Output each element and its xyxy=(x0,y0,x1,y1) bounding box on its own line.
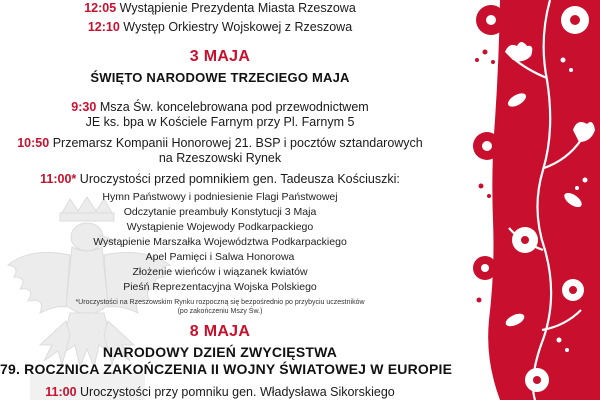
program-item-1100 xyxy=(0,172,440,187)
item-time: 11:00* xyxy=(40,172,77,186)
program-subitem: Odczytanie preambuły Konstytucji 3 Maja xyxy=(123,206,317,218)
item-text: Uroczystości przed pomnikiem gen. Tadeusza Kościuszki: xyxy=(79,172,400,186)
day-heading-8-maja: 8 MAJA xyxy=(189,323,251,340)
program-subitem: Wystąpienie Wojewody Podkarpackiego xyxy=(126,221,314,233)
item-time: 9:30 xyxy=(71,100,97,114)
program-subitem: Apel Pamięci i Salwa Honorowa xyxy=(145,251,295,263)
program-item-1205 xyxy=(0,1,440,16)
program-item-0930-cont: JE ks. bpa w Kościele Farnym przy Pl. Farnym 5 xyxy=(85,115,355,129)
program-subitem: Wystąpienie Marszałka Województwa Podkarpackiego xyxy=(93,236,347,248)
program-subitem: Hymn Państwowy i podniesienie Flagi Państwowej xyxy=(102,191,338,203)
day-subtitle-8-maja: 79. ROCZNICA ZAKOŃCZENIA II WOJNY ŚWIATOWEJ W EUROPIE xyxy=(0,361,453,377)
footnote-cont: (po zakończeniu Mszy Św.) xyxy=(177,308,263,315)
item-text: Msza Św. koncelebrowana pod przewodnictwem xyxy=(99,100,369,114)
item-text: Występ Orkiestry Wojskowej z Rzeszowa xyxy=(123,20,353,34)
item-time: 10:50 xyxy=(17,136,50,150)
day-heading-3-maja: 3 MAJA xyxy=(189,48,251,65)
item-text: Wystąpienie Prezydenta Miasta Rzeszowa xyxy=(119,1,356,15)
program-item-1050 xyxy=(0,136,440,151)
program-item-1210 xyxy=(0,20,440,35)
item-text: Uroczystości przy pomniku gen. Władysława Sikorskiego xyxy=(80,385,395,399)
program-item-0930 xyxy=(0,100,440,115)
program-subitem: Pieśń Reprezentacyjna Wojska Polskiego xyxy=(123,281,317,293)
folk-flower-ornament-icon xyxy=(455,0,600,400)
item-time: 11:00 xyxy=(45,385,77,399)
program-subitem: Złożenie wieńców i wiązanek kwiatów xyxy=(132,266,308,278)
footnote: *Uroczystości na Rzeszowskim Rynku rozpoczną się bezpośrednio po przybyciu uczestników xyxy=(75,299,365,306)
item-text: Przemarsz Kompanii Honorowej 21. BSP i pocztów sztandarowych xyxy=(52,136,423,150)
program-item-1050-cont: na Rzeszowski Rynek xyxy=(158,151,282,165)
day-title-8-maja: NARODOWY DZIEŃ ZWYCIĘSTWA xyxy=(102,344,338,360)
program-item-8-maja-1100 xyxy=(0,385,440,400)
item-time: 12:10 xyxy=(87,20,120,34)
day-title-3-maja: ŚWIĘTO NARODOWE TRZECIEGO MAJA xyxy=(90,70,350,85)
item-time: 12:05 xyxy=(84,1,117,15)
